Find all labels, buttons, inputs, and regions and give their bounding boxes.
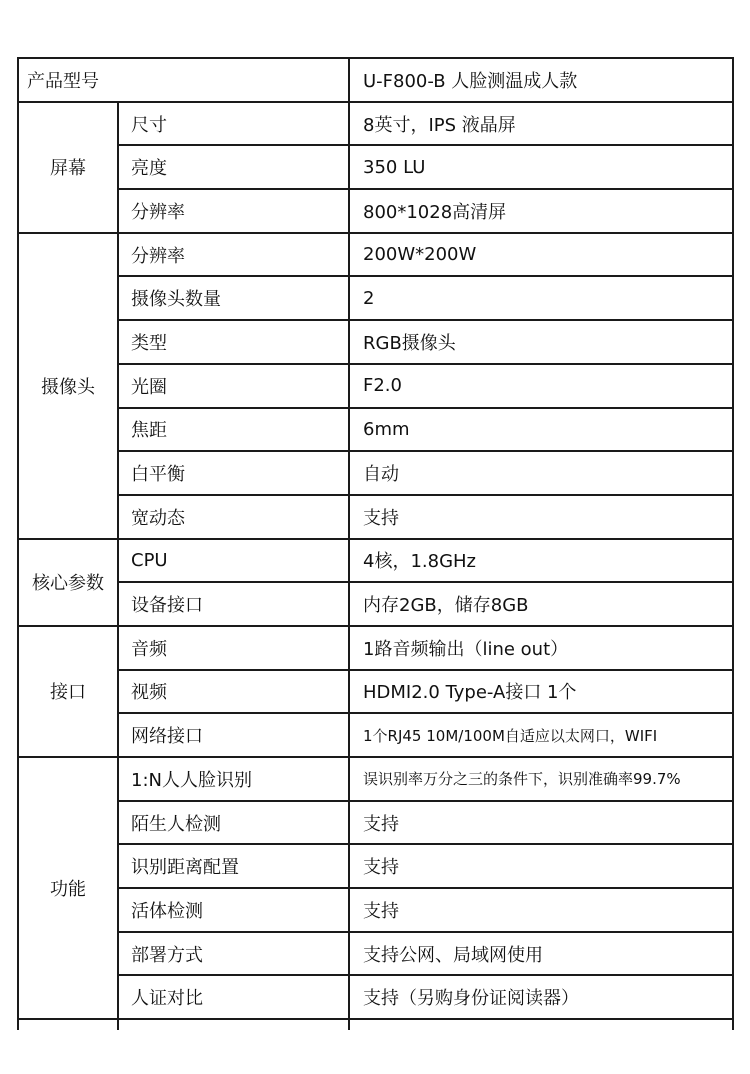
param-label: 1:N人人脸识别 bbox=[118, 757, 349, 801]
table-row bbox=[18, 888, 733, 932]
param-value: 4核，1.8GHz bbox=[349, 539, 733, 583]
table-row bbox=[18, 757, 733, 801]
param-value: RGB摄像头 bbox=[349, 320, 733, 364]
group-label-function: 功能 bbox=[18, 757, 118, 1019]
table-row bbox=[18, 276, 733, 320]
param-label: 尺寸 bbox=[118, 102, 349, 146]
empty-cell bbox=[349, 1019, 733, 1030]
param-value: 800*1028高清屏 bbox=[349, 189, 733, 233]
param-value: 误识别率万分之三的条件下，识别准确率99.7% bbox=[349, 757, 733, 801]
param-value: 1个RJ45 10M/100M自适应以太网口，WIFI bbox=[349, 713, 733, 757]
param-value: 支持 bbox=[349, 801, 733, 845]
param-label: 视频 bbox=[118, 670, 349, 714]
param-value: 6mm bbox=[349, 408, 733, 452]
table-row bbox=[18, 932, 733, 976]
param-value: 350 LU bbox=[349, 145, 733, 189]
table-row bbox=[18, 670, 733, 714]
param-value: 支持 bbox=[349, 888, 733, 932]
table-row bbox=[18, 844, 733, 888]
table-row bbox=[18, 713, 733, 757]
param-label: 分辨率 bbox=[118, 189, 349, 233]
table-row bbox=[18, 975, 733, 1019]
param-label: 焦距 bbox=[118, 408, 349, 452]
model-label: 产品型号 bbox=[18, 58, 349, 102]
table-row bbox=[18, 189, 733, 233]
param-label: 摄像头数量 bbox=[118, 276, 349, 320]
empty-cell bbox=[118, 1019, 349, 1030]
param-value: 支持 bbox=[349, 495, 733, 539]
param-label: 光圈 bbox=[118, 364, 349, 408]
param-label: 人证对比 bbox=[118, 975, 349, 1019]
table-row bbox=[18, 408, 733, 452]
table-row bbox=[18, 102, 733, 146]
group-label-interface: 接口 bbox=[18, 626, 118, 757]
param-value: 2 bbox=[349, 276, 733, 320]
table-row bbox=[18, 233, 733, 277]
param-label: 类型 bbox=[118, 320, 349, 364]
param-label: 亮度 bbox=[118, 145, 349, 189]
param-label: CPU bbox=[118, 539, 349, 583]
param-label: 分辨率 bbox=[118, 233, 349, 277]
param-value: 内存2GB，储存8GB bbox=[349, 582, 733, 626]
table-row bbox=[18, 58, 733, 102]
param-label: 识别距离配置 bbox=[118, 844, 349, 888]
table-row bbox=[18, 801, 733, 845]
table-row bbox=[18, 145, 733, 189]
group-label-screen: 屏幕 bbox=[18, 102, 118, 233]
param-value: 支持 bbox=[349, 844, 733, 888]
param-label: 陌生人检测 bbox=[118, 801, 349, 845]
table-row bbox=[18, 364, 733, 408]
param-value: 200W*200W bbox=[349, 233, 733, 277]
table-row bbox=[18, 539, 733, 583]
param-value: 1路音频输出（line out） bbox=[349, 626, 733, 670]
table-row bbox=[18, 582, 733, 626]
param-value: 支持（另购身份证阅读器） bbox=[349, 975, 733, 1019]
group-label-camera: 摄像头 bbox=[18, 233, 118, 539]
param-label: 部署方式 bbox=[118, 932, 349, 976]
param-label: 网络接口 bbox=[118, 713, 349, 757]
param-value: 8英寸，IPS 液晶屏 bbox=[349, 102, 733, 146]
param-label: 宽动态 bbox=[118, 495, 349, 539]
table-row bbox=[18, 626, 733, 670]
param-label: 设备接口 bbox=[118, 582, 349, 626]
table-row bbox=[18, 495, 733, 539]
spec-table bbox=[17, 57, 734, 1030]
param-label: 活体检测 bbox=[118, 888, 349, 932]
param-label: 白平衡 bbox=[118, 451, 349, 495]
param-value: 支持公网、局域网使用 bbox=[349, 932, 733, 976]
param-label: 音频 bbox=[118, 626, 349, 670]
table-row bbox=[18, 451, 733, 495]
param-value: HDMI2.0 Type-A接口 1个 bbox=[349, 670, 733, 714]
empty-cell bbox=[18, 1019, 118, 1030]
group-label-core: 核心参数 bbox=[18, 539, 118, 626]
model-value: U-F800-B 人脸测温成人款 bbox=[349, 58, 733, 102]
param-value: F2.0 bbox=[349, 364, 733, 408]
param-value: 自动 bbox=[349, 451, 733, 495]
table-row bbox=[18, 320, 733, 364]
table-row-cutoff bbox=[18, 1019, 733, 1030]
